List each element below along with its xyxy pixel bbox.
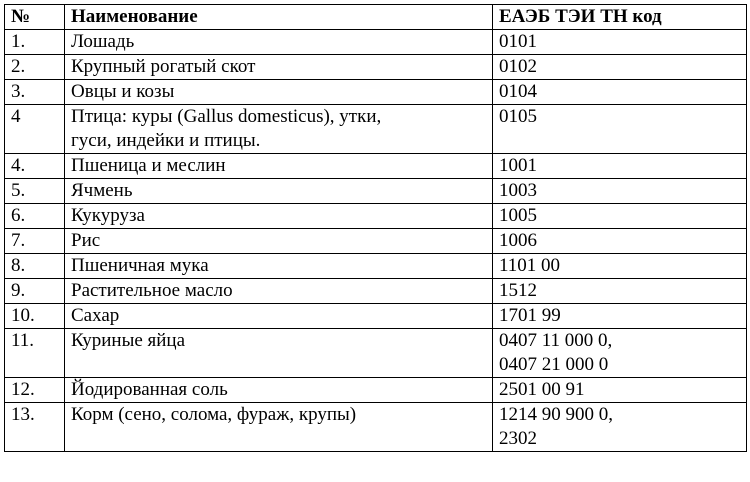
row-number: 4. [5, 154, 65, 179]
row-code-cell [493, 229, 747, 254]
row-code-line: 1701 99 [499, 305, 561, 326]
row-code-cell [493, 254, 747, 279]
row-number: 5. [5, 179, 65, 204]
row-code-line: 2302 [499, 428, 537, 449]
row-name-line: Ячмень [71, 180, 133, 201]
table-row [5, 105, 747, 154]
row-name-cell [65, 378, 493, 403]
row-code-line: 1214 90 900 0, [499, 404, 613, 425]
table-header-row [5, 5, 747, 30]
row-name-line: Корм (сено, солома, фураж, крупы) [71, 404, 357, 425]
row-number: 12. [5, 378, 65, 403]
row-code-line: 0407 21 000 0 [499, 354, 609, 375]
row-name-cell [65, 55, 493, 80]
row-name-line: гуси, индейки и птицы. [71, 130, 261, 151]
table-body [5, 30, 747, 452]
row-number: 9. [5, 279, 65, 304]
row-name-line: Сахар [71, 305, 120, 326]
row-name-cell [65, 403, 493, 452]
row-code-cell [493, 179, 747, 204]
table-row [5, 329, 747, 378]
row-name-line: Рис [71, 230, 101, 251]
row-code-line: 1101 00 [499, 255, 561, 276]
row-code-cell [493, 154, 747, 179]
table-row [5, 179, 747, 204]
table-row [5, 154, 747, 179]
row-name-line: Растительное масло [71, 280, 233, 301]
row-code-line: 0105 [499, 106, 537, 127]
row-code-line: 1003 [499, 180, 537, 201]
row-code-cell [493, 304, 747, 329]
row-number: 8. [5, 254, 65, 279]
row-name-cell [65, 329, 493, 378]
column-header-code: ЕАЭБ ТЭИ ТН код [493, 5, 747, 30]
row-name-cell [65, 154, 493, 179]
row-name-cell [65, 30, 493, 55]
row-name-line: Птица: куры (Gallus domesticus), утки, [71, 106, 382, 127]
row-code-line: 1005 [499, 205, 537, 226]
row-number: 11. [5, 329, 65, 378]
row-number: 1. [5, 30, 65, 55]
row-code-line: 1512 [499, 280, 537, 301]
row-name-line: Йодированная соль [71, 379, 228, 400]
row-number: 6. [5, 204, 65, 229]
row-name-line: Овцы и козы [71, 81, 175, 102]
row-name-line: Куриные яйца [71, 330, 186, 351]
row-code-line: 0407 11 000 0, [499, 330, 613, 351]
row-code-cell [493, 80, 747, 105]
row-name-line: Кукуруза [71, 205, 145, 226]
row-code-cell [493, 378, 747, 403]
table-row [5, 55, 747, 80]
table-row [5, 279, 747, 304]
row-code-cell [493, 105, 747, 154]
table-row [5, 30, 747, 55]
row-name-cell [65, 279, 493, 304]
data-table [4, 4, 747, 452]
row-name-line: Лошадь [71, 31, 135, 52]
row-code-cell [493, 329, 747, 378]
row-name-cell [65, 80, 493, 105]
row-number: 13. [5, 403, 65, 452]
row-code-cell [493, 55, 747, 80]
row-code-line: 1006 [499, 230, 537, 251]
table-row [5, 403, 747, 452]
column-header-number: № [5, 5, 65, 30]
row-code-line: 0102 [499, 56, 537, 77]
row-number: 4 [5, 105, 65, 154]
table-row [5, 229, 747, 254]
row-name-cell [65, 304, 493, 329]
row-name-line: Крупный рогатый скот [71, 56, 256, 77]
row-name-cell [65, 204, 493, 229]
row-name-cell [65, 105, 493, 154]
row-number: 10. [5, 304, 65, 329]
row-name-cell [65, 254, 493, 279]
table-row [5, 204, 747, 229]
row-code-line: 2501 00 91 [499, 379, 585, 400]
row-name-line: Пшеничная мука [71, 255, 209, 276]
row-number: 2. [5, 55, 65, 80]
row-number: 3. [5, 80, 65, 105]
row-code-line: 0104 [499, 81, 537, 102]
column-header-name: Наименование [65, 5, 493, 30]
row-code-cell [493, 279, 747, 304]
row-code-line: 0101 [499, 31, 537, 52]
row-number: 7. [5, 229, 65, 254]
row-code-line: 1001 [499, 155, 537, 176]
table-row [5, 304, 747, 329]
table-row [5, 254, 747, 279]
row-code-cell [493, 30, 747, 55]
row-code-cell [493, 403, 747, 452]
row-name-cell [65, 179, 493, 204]
table-row [5, 80, 747, 105]
row-code-cell [493, 204, 747, 229]
table-row [5, 378, 747, 403]
row-name-cell [65, 229, 493, 254]
row-name-line: Пшеница и меслин [71, 155, 226, 176]
